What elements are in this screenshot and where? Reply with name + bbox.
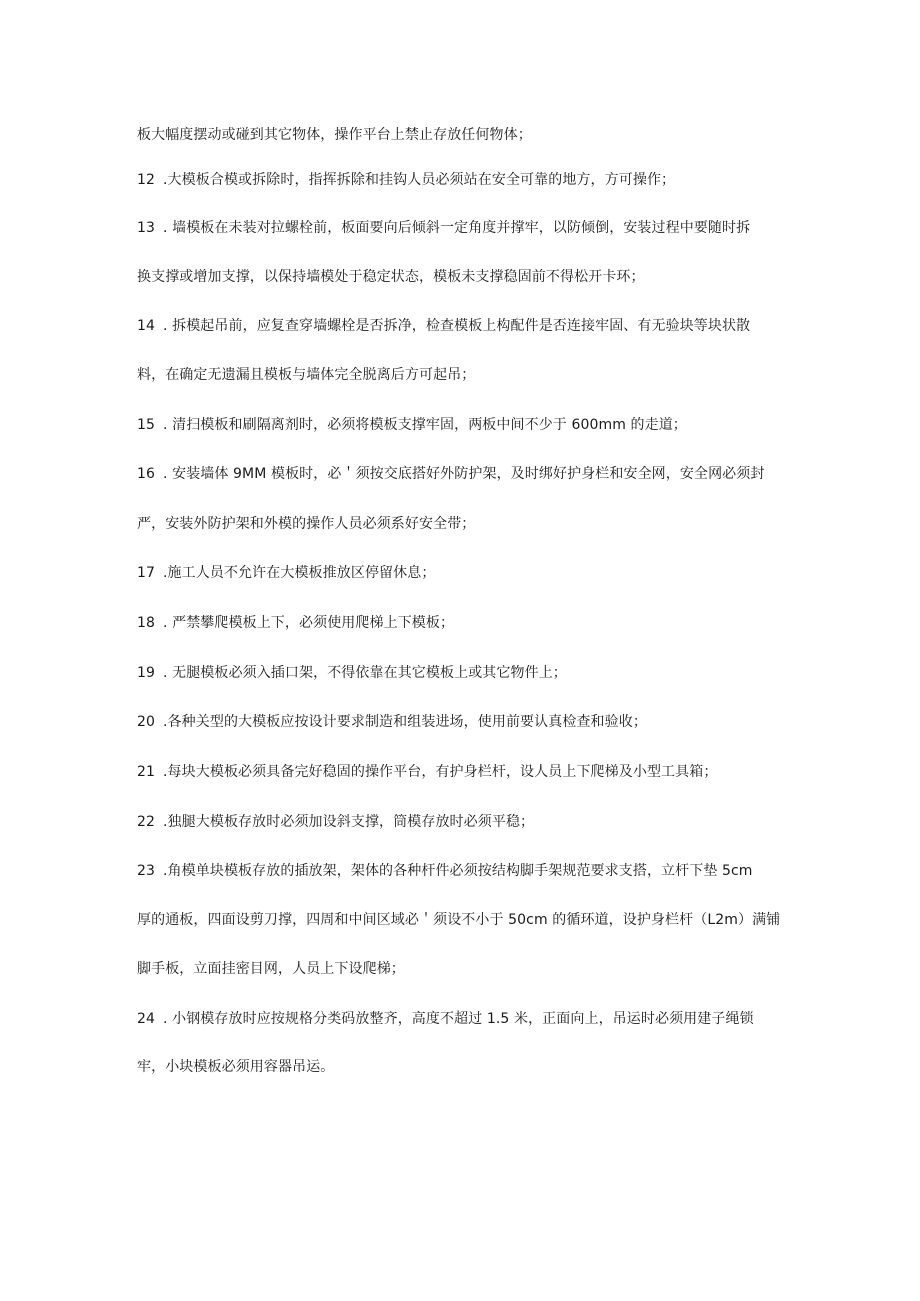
text-line <box>137 267 787 287</box>
text-line <box>137 910 787 930</box>
item-number: 15 <box>137 417 156 433</box>
item-number: 13 <box>137 220 156 236</box>
list-item <box>137 663 787 683</box>
item-number: 18 <box>137 615 156 631</box>
paragraph-text: 牢，小块模板必须用容器吊运。 <box>137 1059 335 1075</box>
list-item <box>137 712 787 732</box>
text-line <box>137 1057 787 1077</box>
text-line <box>137 125 787 145</box>
paragraph-text: .各种关型的大模板应按设计要求制造和组装进场，使用前要认真检查和验收； <box>163 714 647 730</box>
paragraph-text: . 严禁攀爬模板上下，必须使用爬梯上下模板； <box>163 615 455 631</box>
item-number: 20 <box>137 714 156 730</box>
list-item <box>137 1009 787 1029</box>
paragraph-text: .角模单块模板存放的插放架，架体的各种杆件必须按结构脚手架规范要求支搭，立杆下垫 5cm <box>163 863 753 879</box>
paragraph-text: . 拆模起吊前，应复查穿墙螺栓是否拆净，检查模板上构配件是否连接牢固、有无验块等块状散 <box>163 318 751 334</box>
list-item <box>137 316 787 336</box>
item-number: 23 <box>137 863 156 879</box>
paragraph-text: . 安装墙体 9MM 模板时，必＇须按交底搭好外防护架，及时绑好护身栏和安全网，安全网必须封 <box>163 466 765 482</box>
paragraph-text: .独腿大模板存放时必须加设斜支撑，筒模存放时必须平稳； <box>163 814 535 830</box>
list-item <box>137 762 787 782</box>
paragraph-text: 换支撑或增加支撑，以保持墙模处于稳定状态，模板未支撑稳固前不得松开卡环； <box>137 269 645 285</box>
item-number: 17 <box>137 565 156 581</box>
list-item <box>137 812 787 832</box>
item-number: 22 <box>137 814 156 830</box>
paragraph-text: 脚手板，立面挂密目网，人员上下设爬梯； <box>137 961 405 977</box>
list-item <box>137 563 787 583</box>
paragraph-text: . 墙模板在未装对拉螺栓前，板面要向后倾斜一定角度并撑牢，以防倾倒，安装过程中要随时拆 <box>163 220 751 236</box>
item-number: 14 <box>137 318 156 334</box>
list-item <box>137 170 787 190</box>
list-item <box>137 613 787 633</box>
item-number: 12 <box>137 172 156 188</box>
paragraph-text: .大模板合模或拆除时，指挥拆除和挂钩人员必须站在安全可靠的地方，方可操作； <box>163 172 676 188</box>
text-line <box>137 514 787 534</box>
paragraph-text: .施工人员不允许在大模板推放区停留休息； <box>163 565 436 581</box>
item-number: 21 <box>137 764 156 780</box>
item-number: 19 <box>137 665 156 681</box>
item-number: 24 <box>137 1011 156 1027</box>
text-line <box>137 365 787 385</box>
text-line <box>137 959 787 979</box>
paragraph-text: 料，在确定无遗漏且模板与墙体完全脱离后方可起吊； <box>137 367 476 383</box>
item-number: 16 <box>137 466 156 482</box>
list-item <box>137 861 787 881</box>
paragraph-text: .每块大模板必须具备完好稳固的操作平台，有护身栏杆，设人员上下爬梯及小型工具箱； <box>163 764 718 780</box>
list-item <box>137 218 787 238</box>
paragraph-text: 严，安装外防护架和外模的操作人员必须系好安全带； <box>137 516 476 532</box>
list-item <box>137 415 787 435</box>
paragraph-text: . 无腿模板必须入插口架，不得依靠在其它模板上或其它物件上； <box>163 665 567 681</box>
paragraph-text: . 小钢模存放时应按规格分类码放整齐，高度不超过 1.5 米，正面向上，吊运时必须用建子绳锁 <box>163 1011 754 1027</box>
paragraph-text: . 清扫模板和刷隔离剂时，必须将模板支撑牢固，两板中间不少于 600mm 的走道； <box>163 417 687 433</box>
paragraph-text: 厚的通板，四面设剪刀撑，四周和中间区域必＇须设不小于 50cm 的循环道，设护身栏杆（L2m）满铺 <box>137 912 781 928</box>
list-item <box>137 464 787 484</box>
paragraph-text: 板大幅度摆动或碰到其它物体，操作平台上禁止存放任何物体； <box>137 127 532 143</box>
